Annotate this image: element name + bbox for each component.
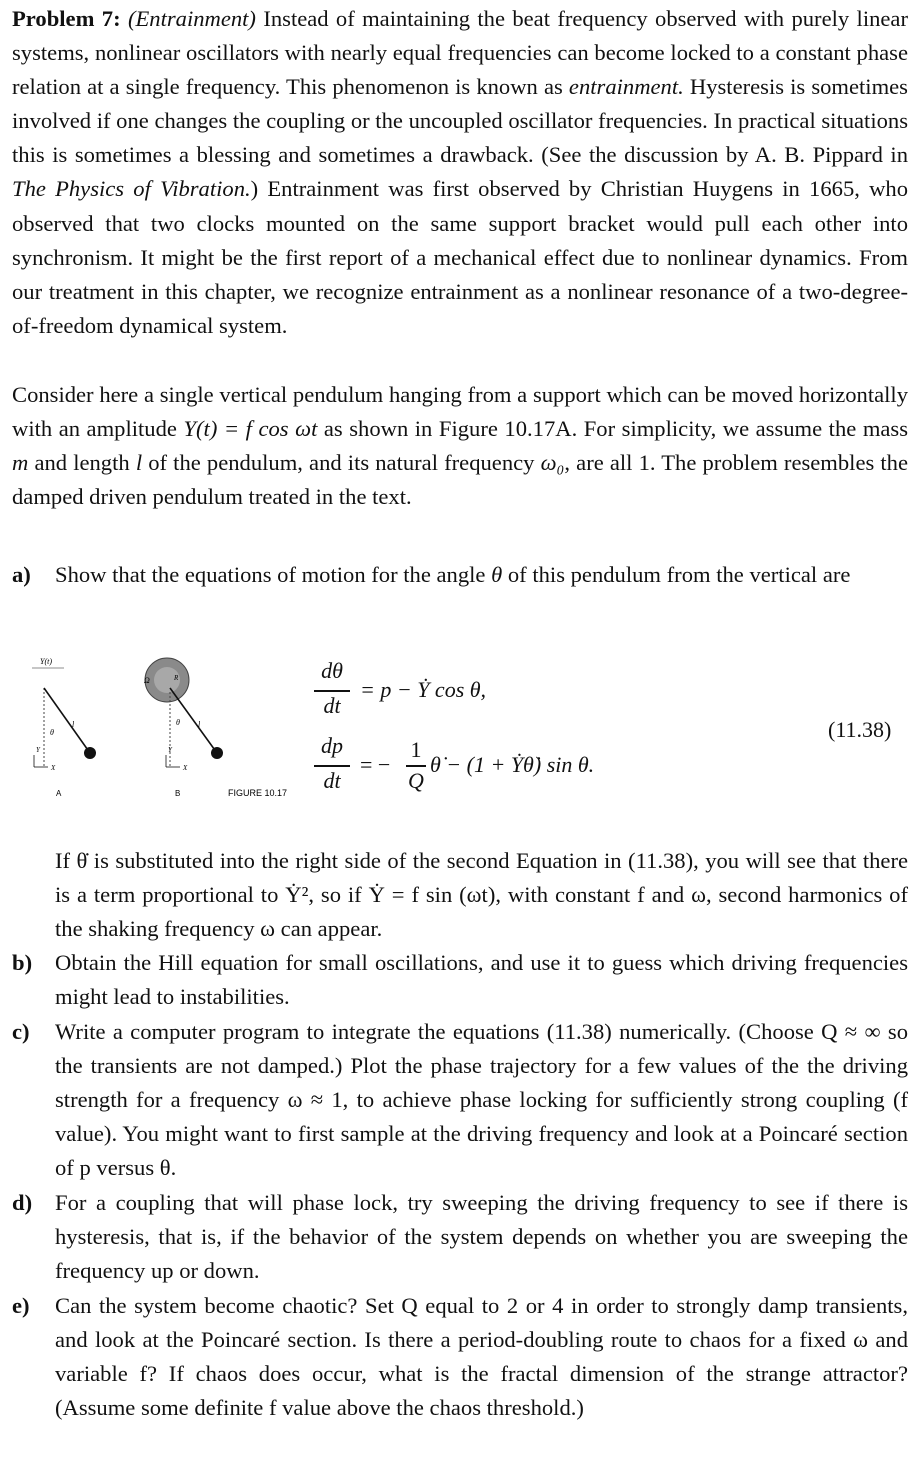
length-symbol: l xyxy=(135,450,143,476)
part-a xyxy=(12,558,908,592)
setup-text-2: as shown in Figure 10.17A. For simplicity, we assume the mass xyxy=(317,416,909,442)
eq2-equals: = − xyxy=(360,752,391,777)
setup-text: Consider here a single vertical pendulum hanging from a support which can be moved horizontally with an amplitude xyxy=(12,382,908,442)
pendulum-rod-a xyxy=(44,688,90,753)
theta-label-b: θ xyxy=(176,718,180,727)
setup-text-5: , are all 1. The problem resembles the damped driven pendulum treated in the text. xyxy=(12,450,908,510)
panel-a-label: A xyxy=(56,789,62,798)
eq2-fraction-bar xyxy=(314,765,350,767)
omega0-symbol: ω₀ xyxy=(540,450,565,476)
equation-block xyxy=(300,655,920,805)
omega-label: Ω xyxy=(144,676,150,685)
eq1-rhs: = p − Ẏ cos θ, xyxy=(360,677,487,702)
part-a-text-2: of this pendulum from the vertical are xyxy=(502,562,851,587)
part-c-text: Write a computer program to integrate the equations (11.38) numerically. (Choose Q ≈ ∞ so the transients are not damped.) Plot the phase trajectory for a few values of the the driving strength for a frequency ω ≈ 1, to achieve phase locking for sufficiently strong coupling (f value). You might want to first sample at the driving frequency and look at a Poincaré section of p versus θ. xyxy=(55,1019,908,1181)
part-b-text: Obtain the Hill equation for small oscillations, and use it to guess which driving frequencies might lead to instabilities. xyxy=(55,950,908,1010)
intro-text-2: Hysteresis is sometimes involved if one changes the coupling or the uncoupled oscillator frequencies. In practical situations this is sometimes a blessing and sometimes a drawback. (See the discussion by A. B. Pippard in xyxy=(12,74,908,168)
problem-title: (Entrainment) xyxy=(127,6,256,31)
figure-caption: FIGURE 10.17 xyxy=(228,788,288,798)
panel-b-label: B xyxy=(175,789,181,798)
pendulum-bob-a xyxy=(84,747,96,759)
amplitude-expr: Y(t) = f cos ωt xyxy=(183,416,318,442)
part-a-text-1: Show that the equations of motion for the angle xyxy=(55,562,492,587)
eq1-numerator: dθ xyxy=(321,658,343,683)
intro-text: Instead of maintaining the beat frequency observed with purely linear systems, nonlinear oscillators with nearly equal frequencies can become locked to a constant phase relation at a single frequency. This phenomenon is known as xyxy=(12,6,908,100)
part-e xyxy=(12,1289,908,1425)
mass-symbol: m xyxy=(12,450,29,476)
eq2-coef-bar xyxy=(406,765,426,767)
r-label: R xyxy=(174,674,179,682)
eq2-denominator: dt xyxy=(323,768,341,793)
problem-number: Problem 7: xyxy=(12,6,121,31)
part-a-text xyxy=(55,558,908,592)
problem-intro xyxy=(12,2,908,343)
part-d xyxy=(12,1186,908,1288)
intro-text-3: ) Entrainment was first observed by Christian Huygens in 1665, who observed that two clocks mounted on the same support bracket would pull each other into synchronism. It might be the first report of a mechanical effect due to nonlinear dynamics. From our treatment in this chapter, we recognize entrainment as a nonlinear resonance of a two-degree-of-freedom dynamical system. xyxy=(12,176,908,338)
part-a-label: a) xyxy=(12,562,31,587)
part-b-label: b) xyxy=(12,950,33,975)
y-axis-label-b: Y xyxy=(168,746,172,754)
eq2-rhs: θ̇ − (1 + Ẏθ̇) sin θ. xyxy=(430,752,595,777)
eq1-denominator: dt xyxy=(323,693,341,718)
theta-label-a: θ xyxy=(50,728,54,737)
book-title: The Physics of Vibration. xyxy=(12,176,251,202)
intro-term: entrainment. xyxy=(568,74,684,100)
yt-label: Y(t) xyxy=(40,657,52,666)
part-e-text: Can the system become chaotic? Set Q equal to 2 or 4 in order to strongly damp transients, and look at the Poincaré section. Is there a period-doubling route to chaos for a fixed ω and variable f? If chaos does occur, what is the fractal dimension of the strange attractor? (Assume some definite f value above the chaos threshold.) xyxy=(55,1293,908,1421)
eq2-coef-den: Q xyxy=(408,768,424,793)
part-c xyxy=(12,1015,908,1185)
problem-setup xyxy=(12,378,908,514)
part-d-text: For a coupling that will phase lock, try sweeping the driving frequency to see if there is hysteresis, that is, if the behavior of the system depends on whether you are sweeping the frequency up or down. xyxy=(55,1190,908,1284)
x-axis-label-a: X xyxy=(51,764,56,772)
pendulum-bob-b xyxy=(211,747,223,759)
pendulum-figure xyxy=(20,650,300,800)
part-b xyxy=(12,946,908,1014)
eq2-coef-num: 1 xyxy=(410,737,422,762)
eq1-fraction-bar xyxy=(314,690,350,692)
l-label-a: l xyxy=(72,720,75,729)
setup-text-4: of the pendulum, and its natural frequency xyxy=(142,450,541,476)
equation-number: (11.38) xyxy=(828,717,892,742)
y-axis-label-a: Y xyxy=(36,746,40,754)
part-e-label: e) xyxy=(12,1293,30,1318)
x-axis-label-b: X xyxy=(183,764,188,772)
after-equation-text: If θ̇ is substituted into the right side of the second Equation in (11.38), you will see that there is a term proportional to Ẏ², so if Ẏ = f sin (ωt), with constant f and ω, second harmonics of the shaking frequency ω can appear. xyxy=(55,848,908,942)
l-label-b: l xyxy=(198,720,201,729)
part-d-label: d) xyxy=(12,1190,33,1215)
part-c-label: c) xyxy=(12,1019,30,1044)
setup-text-3: and length xyxy=(28,450,136,476)
eq2-numerator: dp xyxy=(321,733,343,758)
theta-symbol: θ xyxy=(491,562,503,587)
